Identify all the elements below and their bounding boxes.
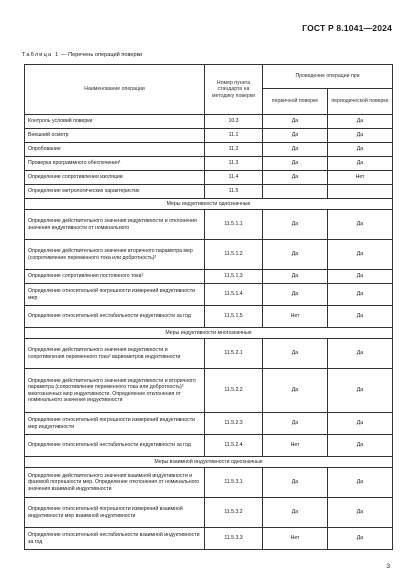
- clause-cell: 11.5.1.1: [205, 210, 263, 240]
- operation-name-cell: Определение действительного значения индуктивности и вторичного параметра (сопротивления переменного тока или добротность)² многозначных мер индуктивности. Определение отклонения от номинального значения индуктивности: [25, 369, 205, 413]
- clause-cell: 11.5.1.3: [205, 270, 263, 284]
- periodic-cell: Да: [328, 369, 393, 413]
- primary-cell: Нет: [263, 528, 328, 550]
- periodic-cell: Да: [328, 143, 393, 157]
- table-row: [25, 143, 393, 157]
- table-row: [25, 240, 393, 270]
- table-row: [25, 185, 393, 199]
- periodic-cell: Да: [328, 157, 393, 171]
- operation-name-cell: Определение относительной нестабильности взаимной индуктивности за год: [25, 528, 205, 550]
- operation-name-cell: Определение сопротивления постоянного тока²: [25, 270, 205, 284]
- primary-cell: Да: [263, 369, 328, 413]
- operation-name-cell: Определение сопротивления изоляции: [25, 171, 205, 185]
- primary-cell: Нет: [263, 306, 328, 328]
- periodic-cell: Да: [328, 306, 393, 328]
- header-operation-name: Наименование операции: [25, 65, 205, 115]
- clause-cell: 11.4: [205, 171, 263, 185]
- header-periodic: периодической поверке: [328, 89, 393, 115]
- periodic-cell: [328, 185, 393, 199]
- operation-name-cell: Определение относительной нестабильности индуктивности за год: [25, 306, 205, 328]
- operation-name-cell: Определение метрологических характеристик: [25, 185, 205, 199]
- header-primary: первичной поверке: [263, 89, 328, 115]
- section-title: Меры взаимной индуктивности однозначные: [25, 457, 393, 468]
- table-row: [25, 528, 393, 550]
- table-row: [25, 468, 393, 498]
- primary-cell: Да: [263, 115, 328, 129]
- periodic-cell: Да: [328, 129, 393, 143]
- table-row: [25, 129, 393, 143]
- clause-cell: 11.5.3.1: [205, 468, 263, 498]
- clause-cell: 11.5.1.5: [205, 306, 263, 328]
- table-row: [25, 171, 393, 185]
- section-title: Меры индуктивности многозначные: [25, 328, 393, 339]
- clause-cell: 11.5.3.2: [205, 498, 263, 528]
- section-row: [25, 457, 393, 468]
- table-row: [25, 115, 393, 129]
- clause-cell: 11.2: [205, 143, 263, 157]
- table-row: [25, 413, 393, 435]
- operation-name-cell: Определение действительного значения взаимной индуктивности и фазовой погрешности мер. Определение отклонения от номинального значения взаимной индуктивности: [25, 468, 205, 498]
- clause-cell: 11.3: [205, 157, 263, 171]
- primary-cell: Да: [263, 413, 328, 435]
- page-number: 3: [386, 563, 390, 570]
- table-row: [25, 369, 393, 413]
- primary-cell: Да: [263, 270, 328, 284]
- table-caption-label: Таблица 1: [22, 52, 60, 58]
- clause-cell: 10.3: [205, 115, 263, 129]
- clause-cell: 11.5.2.4: [205, 435, 263, 457]
- operation-name-cell: Внешний осмотр: [25, 129, 205, 143]
- clause-cell: 11.5.3.3: [205, 528, 263, 550]
- table-row: [25, 284, 393, 306]
- operation-name-cell: Определение относительной погрешности измерений индуктивности мер: [25, 284, 205, 306]
- primary-cell: Да: [263, 240, 328, 270]
- table-row: [25, 270, 393, 284]
- periodic-cell: Да: [328, 528, 393, 550]
- header-clause: Номер пункта стандарта на методику поверки: [205, 65, 263, 115]
- periodic-cell: Да: [328, 115, 393, 129]
- operation-name-cell: Опробование: [25, 143, 205, 157]
- operations-table-body: [25, 115, 393, 550]
- operation-name-cell: Определение относительной погрешности измерений взаимной индуктивности мер взаимной индуктивности: [25, 498, 205, 528]
- primary-cell: Да: [263, 284, 328, 306]
- primary-cell: Да: [263, 143, 328, 157]
- table-row: [25, 210, 393, 240]
- periodic-cell: Да: [328, 435, 393, 457]
- table-caption-title: — Перечень операций поверки: [59, 52, 143, 58]
- clause-cell: 11.5.1.4: [205, 284, 263, 306]
- operation-name-cell: Определение действительного значения индуктивности и отклонения значения индуктивности от номинального: [25, 210, 205, 240]
- header-performing: Проведение операции при: [263, 65, 393, 89]
- clause-cell: 11.1: [205, 129, 263, 143]
- operation-name-cell: Определение действительного значения индуктивности и сопротивления переменного тока² вариометров индуктивности: [25, 339, 205, 369]
- document-code: ГОСТ Р 8.1041—2024: [302, 23, 392, 33]
- periodic-cell: Да: [328, 468, 393, 498]
- section-row: [25, 328, 393, 339]
- primary-cell: Да: [263, 210, 328, 240]
- periodic-cell: Нет: [328, 171, 393, 185]
- table-row: [25, 339, 393, 369]
- primary-cell: Да: [263, 339, 328, 369]
- clause-cell: 11.5.2.1: [205, 339, 263, 369]
- clause-cell: 11.5.2.3: [205, 413, 263, 435]
- periodic-cell: Да: [328, 339, 393, 369]
- primary-cell: [263, 185, 328, 199]
- operation-name-cell: Определение действительного значения вторичного параметра мер (сопротивление переменного тока или добротность)²: [25, 240, 205, 270]
- table-row: [25, 157, 393, 171]
- operation-name-cell: Определение относительной нестабильности индуктивности за год: [25, 435, 205, 457]
- periodic-cell: Да: [328, 498, 393, 528]
- periodic-cell: Да: [328, 210, 393, 240]
- primary-cell: Да: [263, 498, 328, 528]
- operations-table: [24, 64, 393, 550]
- periodic-cell: Да: [328, 270, 393, 284]
- operation-name-cell: Определение относительной погрешности измерений индуктивности мер индуктивности: [25, 413, 205, 435]
- clause-cell: 11.5.2.2: [205, 369, 263, 413]
- primary-cell: Да: [263, 468, 328, 498]
- operation-name-cell: Проверка программного обеспечения¹: [25, 157, 205, 171]
- clause-cell: 11.5: [205, 185, 263, 199]
- table-row: [25, 435, 393, 457]
- operation-name-cell: Контроль условий поверки: [25, 115, 205, 129]
- periodic-cell: Да: [328, 240, 393, 270]
- section-row: [25, 199, 393, 210]
- primary-cell: Нет: [263, 435, 328, 457]
- primary-cell: Да: [263, 129, 328, 143]
- periodic-cell: Да: [328, 284, 393, 306]
- table-row: [25, 306, 393, 328]
- table-caption: [22, 52, 142, 58]
- primary-cell: Да: [263, 171, 328, 185]
- periodic-cell: Да: [328, 413, 393, 435]
- section-title: Меры индуктивности однозначные: [25, 199, 393, 210]
- clause-cell: 11.5.1.2: [205, 240, 263, 270]
- table-row: [25, 498, 393, 528]
- primary-cell: Да: [263, 157, 328, 171]
